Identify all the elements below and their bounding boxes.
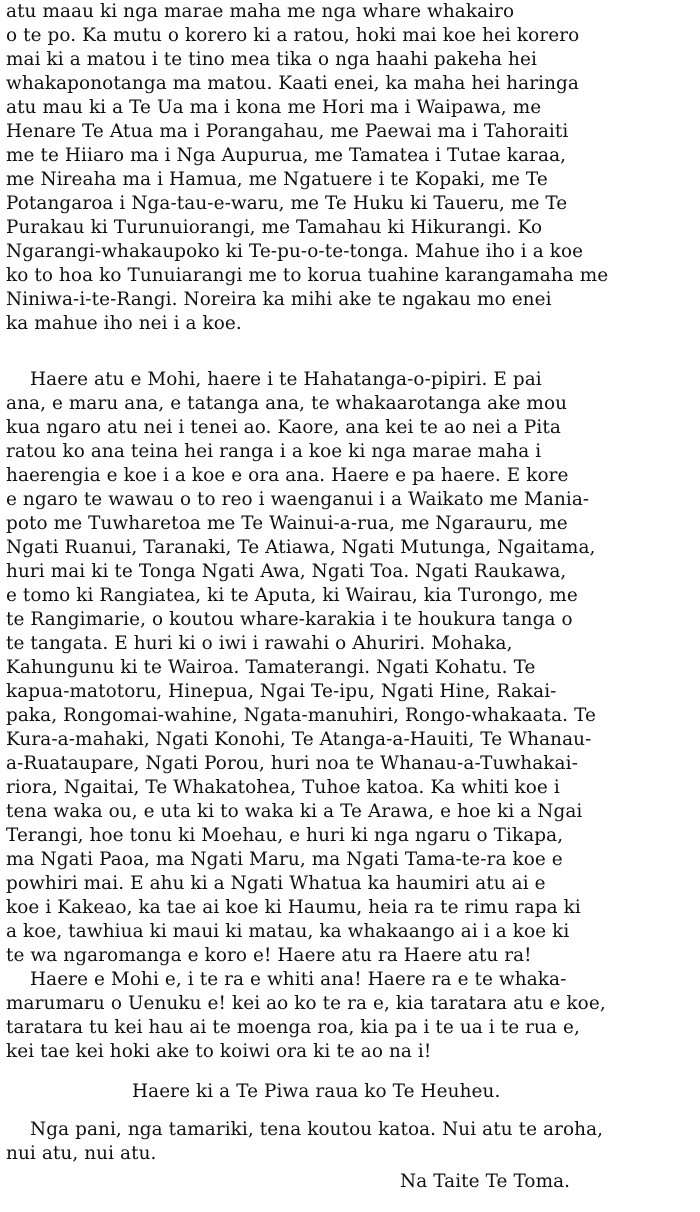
paragraph-2-line: Haere atu e Mohi, haere i te Hahatanga-o-pipiri. E pai — [30, 369, 542, 390]
paragraph-1-line: me te Hiiaro ma i Nga Aupurua, me Tamatea i Tutae karaa, — [6, 145, 567, 166]
centered-line: Haere ki a Te Piwa raua ko Te Heuheu. — [132, 1081, 501, 1102]
paragraph-3-line: kei tae kei hoki ake to koiwi ora ki te ao na i! — [6, 1041, 432, 1062]
paragraph-2-line: a koe, tawhiua ki maui ki matau, ka whakaango ai i a koe ki — [6, 921, 570, 942]
paragraph-2-line: Ngati Ruanui, Taranaki, Te Atiawa, Ngati Mutunga, Ngaitama, — [6, 537, 596, 558]
paragraph-1-line: me Nireaha ma i Hamua, me Ngatuere i te Kopaki, me Te — [6, 169, 548, 190]
paragraph-3-line: marumaru o Uenuku e! kei ao ko te ra e, kia taratara atu e koe, — [6, 993, 606, 1014]
paragraph-2-line: ma Ngati Paoa, ma Ngati Maru, ma Ngati Tama-te-ra koe e — [6, 849, 563, 870]
paragraph-1-line: Purakau ki Turunuiorangi, me Tamahau ki Hikurangi. Ko — [6, 217, 543, 238]
paragraph-1-line: Henare Te Atua ma i Porangahau, me Paewai ma i Tahoraiti — [6, 121, 569, 142]
paragraph-2-line: Kahungunu ki te Wairoa. Tamaterangi. Ngati Kohatu. Te — [6, 657, 536, 678]
paragraph-2-line: e ngaro te wawau o to reo i waenganui i a Waikato me Mania- — [6, 489, 590, 510]
paragraph-2-line: haerengia e koe i a koe e ora ana. Haere e pa haere. E kore — [6, 465, 569, 486]
paragraph-1-line: Niniwa-i-te-Rangi. Noreira ka mihi ake te ngakau mo enei — [6, 289, 552, 310]
signature: Na Taite Te Toma. — [400, 1171, 571, 1192]
paragraph-2-line: te tangata. E huri ki o iwi i rawahi o Ahuriri. Mohaka, — [6, 633, 513, 654]
paragraph-2-line: e tomo ki Rangiatea, ki te Aputa, ki Wairau, kia Turongo, me — [6, 585, 578, 606]
paragraph-2-line: ratou ko ana teina hei ranga i a koe ki nga marae maha i — [6, 441, 542, 462]
paragraph-2-line: Kura-a-mahaki, Ngati Konohi, Te Atanga-a-Hauiti, Te Whanau- — [6, 729, 592, 750]
closing-line: nui atu, nui atu. — [6, 1143, 157, 1164]
paragraph-1-line: Potangaroa i Nga-tau-e-waru, me Te Huku ki Taueru, me Te — [6, 193, 568, 214]
paragraph-3-line: Haere e Mohi e, i te ra e whiti ana! Haere ra e te whaka- — [30, 969, 567, 990]
paragraph-3-line: taratara tu kei hau ai te moenga roa, kia pa i te ua i te rua e, — [6, 1017, 580, 1038]
paragraph-2-line: tena waka ou, e uta ki to waka ki a Te Arawa, e hoe ki a Ngai — [6, 801, 583, 822]
closing-line: Nga pani, nga tamariki, tena koutou katoa. Nui atu te aroha, — [30, 1119, 604, 1140]
paragraph-2-line: riora, Ngaitai, Te Whakatohea, Tuhoe katoa. Ka whiti koe i — [6, 777, 560, 798]
paragraph-2-line: paka, Rongomai-wahine, Ngata-manuhiri, Rongo-whakaata. Te — [6, 705, 596, 726]
paragraph-2-line: poto me Tuwharetoa me Te Wainui-a-rua, me Ngarauru, me — [6, 513, 568, 534]
paragraph-2-line: powhiri mai. E ahu ki a Ngati Whatua ka haumiri atu ai e — [6, 873, 546, 894]
paragraph-2-line: ana, e maru ana, e tatanga ana, te whakaarotanga ake mou — [6, 393, 568, 414]
paragraph-1-line: whakaponotanga ma matou. Kaati enei, ka maha hei haringa — [6, 73, 579, 94]
paragraph-2-line: te wa ngaromanga e koro e! Haere atu ra Haere atu ra! — [6, 945, 532, 966]
paragraph-2-line: koe i Kakeao, ka tae ai koe ki Haumu, heia ra te rimu rapa ki — [6, 897, 581, 918]
paragraph-2-line: te Rangimarie, o koutou whare-karakia i te houkura tanga o — [6, 609, 573, 630]
paragraph-1-line: Ngarangi-whakaupoko ki Te-pu-o-te-tonga. Mahue iho i a koe — [6, 241, 584, 262]
paragraph-1-line: ka mahue iho nei i a koe. — [6, 313, 242, 334]
paragraph-2-line: kapua-matotoru, Hinepua, Ngai Te-ipu, Ngati Hine, Rakai- — [6, 681, 557, 702]
paragraph-1-line: atu maau ki nga marae maha me nga whare whakairo — [6, 1, 515, 22]
paragraph-1-line: atu mau ki a Te Ua ma i kona me Hori ma i Waipawa, me — [6, 97, 542, 118]
paragraph-1-line: o te po. Ka mutu o korero ki a ratou, hoki mai koe hei korero — [6, 25, 580, 46]
paragraph-2-line: kua ngaro atu nei i tenei ao. Kaore, ana kei te ao nei a Pita — [6, 417, 561, 438]
paragraph-1-line: mai ki a matou i te tino mea tika o nga haahi pakeha hei — [6, 49, 537, 70]
paragraph-2-line: huri mai ki te Tonga Ngati Awa, Ngati Toa. Ngati Raukawa, — [6, 561, 567, 582]
paragraph-1-line: ko to hoa ko Tunuiarangi me to korua tuahine karangamaha me — [6, 265, 609, 286]
paragraph-2-line: Terangi, hoe tonu ki Moehau, e huri ki nga ngaru o Tikapa, — [6, 825, 564, 846]
paragraph-2-line: a-Ruataupare, Ngati Porou, huri noa te Whanau-a-Tuwhakai- — [6, 753, 578, 774]
